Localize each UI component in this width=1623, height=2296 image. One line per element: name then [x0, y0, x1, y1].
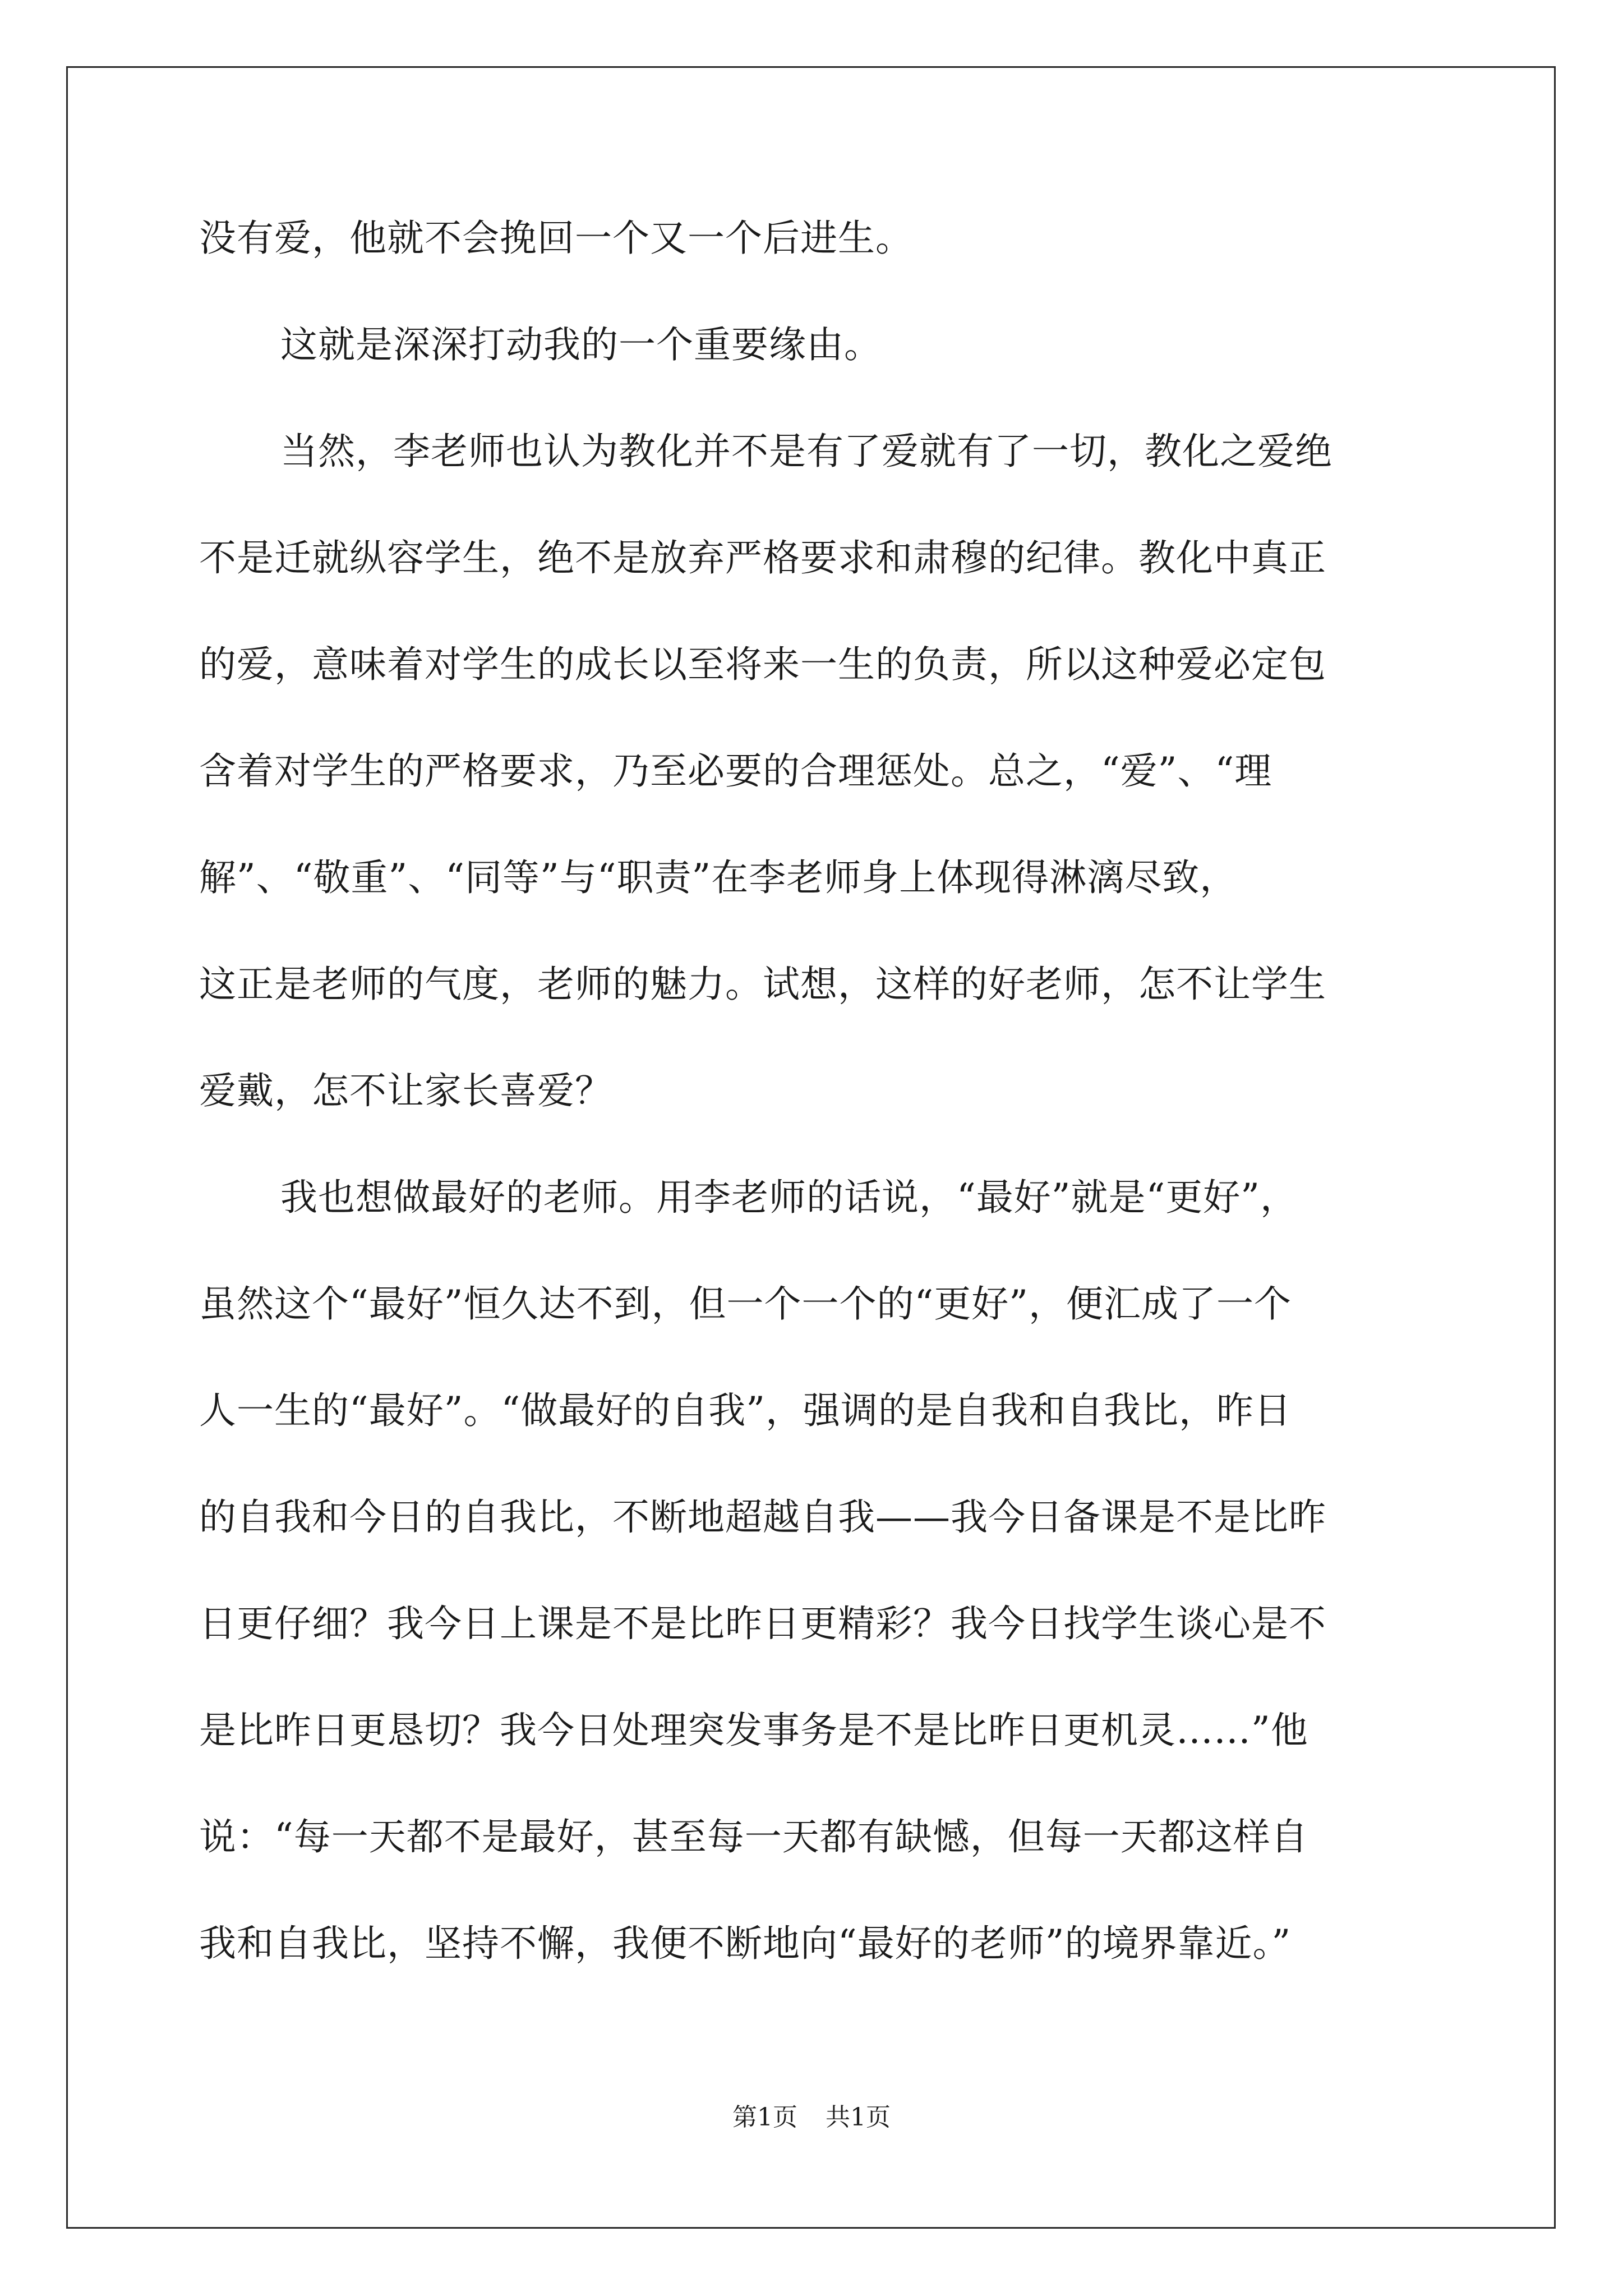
page-footer — [0, 2101, 1623, 2134]
page-number-current: 第1页 — [732, 2103, 797, 2132]
text-line: 的爱，意味着对学生的成长以至将来一生的负责，所以这种爱必定包 — [199, 643, 1326, 686]
text-line: 解”、“敬重”、“同等”与“职责”在李老师身上体现得淋漓尽致， — [199, 856, 1238, 899]
text-line: 不是迁就纵容学生，绝不是放弃严格要求和肃穆的纪律。教化中真正 — [199, 536, 1326, 579]
text-line: 人一生的“最好”。“做最好的自我”，强调的是自我和自我比，昨日 — [199, 1389, 1292, 1432]
text-line: 日更仔细？我今日上课是不是比昨日更精彩？我今日找学生谈心是不 — [199, 1602, 1326, 1645]
text-line: 这正是老师的气度，老师的魅力。试想，这样的好老师，怎不让学生 — [199, 963, 1326, 1006]
text-line: 虽然这个“最好”恒久达不到，但一个一个的“更好”，便汇成了一个 — [199, 1282, 1292, 1326]
text-line: 没有爱，他就不会挽回一个又一个后进生。 — [199, 217, 913, 260]
text-line: 当然，李老师也认为教化并不是有了爱就有了一切，教化之爱绝 — [280, 430, 1332, 473]
text-line: 含着对学生的严格要求，乃至必要的合理惩处。总之，“爱”、“理 — [199, 749, 1272, 793]
text-line: 我和自我比，坚持不懈，我便不断地向“最好的老师”的境界靠近。” — [199, 1922, 1292, 1965]
page-number-total: 共1页 — [826, 2103, 891, 2132]
text-line: 是比昨日更恳切？我今日处理突发事务是不是比昨日更机灵……”他 — [199, 1709, 1308, 1752]
text-line: 爱戴，怎不让家长喜爱？ — [199, 1069, 612, 1112]
page-frame — [66, 66, 1556, 2229]
text-line: 的自我和今日的自我比，不断地超越自我——我今日备课是不是比昨 — [199, 1496, 1326, 1539]
text-line: 这就是深深打动我的一个重要缘由。 — [280, 323, 882, 366]
text-line: 说：“每一天都不是最好，甚至每一天都有缺憾，但每一天都这样自 — [199, 1815, 1308, 1858]
text-line: 我也想做最好的老师。用李老师的话说，“最好”就是“更好”， — [280, 1176, 1298, 1219]
